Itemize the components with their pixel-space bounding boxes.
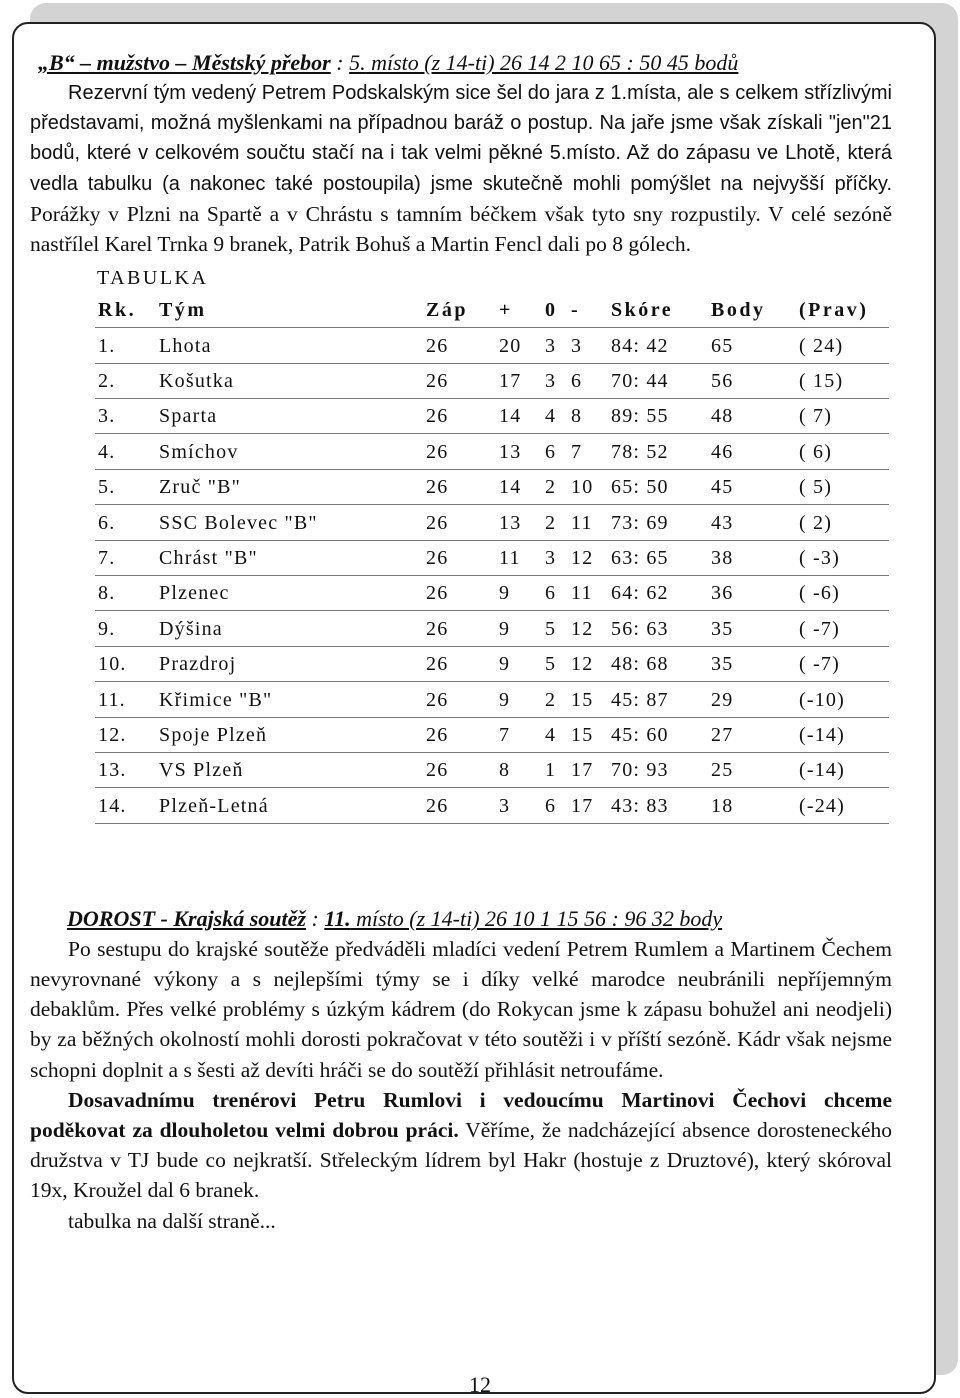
section-dorost-para2-rest: Věříme, že nadcházející absence dorosteneckého družstva v TJ bude co nejkratší. Střeleckým lídrem byl Hakr (hostuje z Druztové), který skóroval 19x, Kroužel dal 6 branek. [30,1117,892,1203]
cell-truth: (-10) [796,682,889,717]
table-row [95,717,889,752]
cell-draws: 1 [542,752,568,787]
cell-team: Křimice "B" [156,682,423,717]
table-header-row [95,293,889,328]
table-row [95,328,889,363]
cell-points: 65 [708,328,796,363]
section-b-para2: Porážky v Plzni na Spartě a v Chrástu s tamním béčkem však tyto sny rozpustily. V celé sezóně nastřílel Karel Trnka 9 branek, Patrik Bohuš a Martin Fencl dali po 8 gólech. [30,201,892,257]
section-dorost-para1: Po sestupu do krajské soutěže předváděli mladíci vedení Petrem Rumlem a Martinem Čechem nevyrovnané výkony a s nejlepšími týmy se i díky velké marodce neubránili nepříjemným debaklům. Přes velké problémy s úzkým kádrem (do Rokycan jsme k zápasu bohužel ani neodjeli) by za běžných okolností mohli dorosti pokračovat v této soutěži i v příští sezóně. Kádr však nejsme schopni doplnit a s šesti až devíti hráči se do soutěží přihlásit netroufáme. [30,936,892,1082]
cell-score: 63: 65 [608,540,708,575]
table-row [95,682,889,717]
cell-points: 48 [708,399,796,434]
cell-wins: 7 [496,717,542,752]
header-points: Body [708,293,796,328]
table-row [95,611,889,646]
cell-team: Košutka [156,363,423,398]
cell-losses: 15 [568,717,608,752]
cell-rank: 13. [95,752,156,787]
cell-points: 46 [708,434,796,469]
section-b-title [30,48,892,78]
cell-played: 26 [423,540,496,575]
section-dorost-title-rest: místo (z 14-ti) 26 10 1 15 56 : 96 32 body [350,905,723,931]
cell-played: 26 [423,646,496,681]
cell-draws: 4 [542,717,568,752]
cell-draws: 2 [542,505,568,540]
section-dorost-title-sep: : [305,905,325,931]
cell-played: 26 [423,717,496,752]
cell-wins: 13 [496,505,542,540]
table-row [95,505,889,540]
cell-rank: 9. [95,611,156,646]
cell-played: 26 [423,505,496,540]
cell-score: 43: 83 [608,788,708,823]
cell-losses: 12 [568,540,608,575]
cell-wins: 9 [496,646,542,681]
cell-draws: 6 [542,575,568,610]
cell-points: 35 [708,646,796,681]
cell-score: 73: 69 [608,505,708,540]
table-body [95,328,889,823]
cell-points: 36 [708,575,796,610]
cell-team: Dýšina [156,611,423,646]
header-losses: - [568,293,608,328]
cell-wins: 11 [496,540,542,575]
cell-draws: 5 [542,646,568,681]
cell-played: 26 [423,328,496,363]
table-label: TABULKA [97,267,209,290]
cell-team: Chrást "B" [156,540,423,575]
cell-wins: 9 [496,575,542,610]
cell-team: SSC Bolevec "B" [156,505,423,540]
cell-score: 65: 50 [608,469,708,504]
cell-wins: 20 [496,328,542,363]
table-row [95,646,889,681]
cell-score: 84: 42 [608,328,708,363]
cell-rank: 4. [95,434,156,469]
table-row [95,575,889,610]
cell-truth: ( -3) [796,540,889,575]
header-wins: + [496,293,542,328]
cell-losses: 17 [568,752,608,787]
cell-truth: ( -6) [796,575,889,610]
cell-team: Lhota [156,328,423,363]
cell-truth: ( 5) [796,469,889,504]
cell-losses: 3 [568,328,608,363]
cell-played: 26 [423,682,496,717]
cell-truth: ( 7) [796,399,889,434]
cell-points: 35 [708,611,796,646]
header-rank: Rk. [95,293,156,328]
cell-losses: 8 [568,399,608,434]
table-row [95,788,889,823]
section-b-title-rest: místo (z 14-ti) 26 14 2 10 65 : 50 45 bodů [365,50,739,75]
cell-points: 56 [708,363,796,398]
cell-played: 26 [423,434,496,469]
cell-truth: ( -7) [796,611,889,646]
cell-score: 78: 52 [608,434,708,469]
cell-score: 48: 68 [608,646,708,681]
cell-score: 70: 44 [608,363,708,398]
cell-played: 26 [423,788,496,823]
cell-draws: 6 [542,788,568,823]
cell-wins: 13 [496,434,542,469]
header-draws: 0 [542,293,568,328]
cell-rank: 1. [95,328,156,363]
cell-losses: 7 [568,434,608,469]
cell-points: 25 [708,752,796,787]
cell-losses: 12 [568,646,608,681]
page-content [30,48,892,1236]
cell-points: 29 [708,682,796,717]
section-dorost-para2 [30,1085,892,1206]
cell-team: Spoje Plzeň [156,717,423,752]
cell-score: 70: 93 [608,752,708,787]
cell-losses: 17 [568,788,608,823]
cell-team: Plzeň-Letná [156,788,423,823]
cell-team: Smíchov [156,434,423,469]
cell-rank: 8. [95,575,156,610]
page-number: 12 [469,1372,491,1397]
section-dorost-para2-bold: Dosavadnímu trenérovi Petru Rumlovi i vedoucímu Martinovi Čechovi chceme poděkovat za dlouholetou velmi dobrou práci. [30,1087,892,1142]
header-score: Skóre [608,293,708,328]
cell-truth: ( 2) [796,505,889,540]
table-row [95,469,889,504]
table-row [95,752,889,787]
cell-truth: (-14) [796,752,889,787]
table-row [95,540,889,575]
section-dorost-para3: tabulka na další straně... [68,1208,276,1233]
cell-draws: 3 [542,540,568,575]
cell-wins: 3 [496,788,542,823]
cell-played: 26 [423,363,496,398]
cell-wins: 17 [496,363,542,398]
standings-table [95,293,889,823]
cell-rank: 5. [95,469,156,504]
cell-wins: 9 [496,682,542,717]
cell-score: 45: 87 [608,682,708,717]
table-row [95,399,889,434]
header-team: Tým [156,293,423,328]
cell-losses: 11 [568,505,608,540]
cell-points: 38 [708,540,796,575]
cell-truth: ( -7) [796,646,889,681]
header-played: Záp [423,293,496,328]
cell-rank: 7. [95,540,156,575]
section-b-text [30,78,892,259]
section-dorost-title-place: 11. [324,905,351,931]
section-b-title-bold: „B“ – mužstvo – Městský přebor [38,50,331,75]
section-dorost-title [30,904,892,934]
cell-rank: 6. [95,505,156,540]
cell-rank: 3. [95,399,156,434]
table-row [95,434,889,469]
cell-team: Sparta [156,399,423,434]
cell-wins: 14 [496,399,542,434]
cell-team: Plzenec [156,575,423,610]
table-row [95,363,889,398]
cell-score: 64: 62 [608,575,708,610]
cell-rank: 12. [95,717,156,752]
cell-truth: (-14) [796,717,889,752]
cell-truth: ( 15) [796,363,889,398]
cell-played: 26 [423,575,496,610]
cell-score: 89: 55 [608,399,708,434]
cell-draws: 2 [542,469,568,504]
cell-losses: 11 [568,575,608,610]
cell-points: 45 [708,469,796,504]
cell-played: 26 [423,399,496,434]
cell-truth: ( 24) [796,328,889,363]
cell-points: 43 [708,505,796,540]
cell-played: 26 [423,752,496,787]
cell-draws: 6 [542,434,568,469]
section-b-para1: Rezervní tým vedený Petrem Podskalským sice šel do jara z 1.místa, ale s celkem střízlivými představami, možná myšlenkami na případnou baráž o postup. Na jaře jsme však získali "jen"21 bodů, které v celkovém součtu stačí na i tak velmi pěkné 5.místo. Až do zápasu ve Lhotě, která vedla tabulku (a nakonec také postoupila) jsme skutečně mohli pomýšlet na nejvyšší příčky. [30,82,892,195]
cell-wins: 8 [496,752,542,787]
cell-team: Zruč "B" [156,469,423,504]
cell-rank: 2. [95,363,156,398]
header-truth: (Prav) [796,293,889,328]
cell-played: 26 [423,469,496,504]
cell-points: 27 [708,717,796,752]
cell-losses: 12 [568,611,608,646]
cell-team: Prazdroj [156,646,423,681]
section-dorost-title-bold: DOROST - Krajská soutěž [67,905,306,931]
section-b-title-place: 5. [349,50,366,75]
cell-draws: 3 [542,328,568,363]
cell-points: 18 [708,788,796,823]
cell-losses: 10 [568,469,608,504]
cell-team: VS Plzeň [156,752,423,787]
cell-score: 45: 60 [608,717,708,752]
section-b-title-sep: : [330,50,350,75]
cell-rank: 11. [95,682,156,717]
cell-losses: 6 [568,363,608,398]
cell-wins: 9 [496,611,542,646]
cell-draws: 2 [542,682,568,717]
cell-rank: 10. [95,646,156,681]
cell-played: 26 [423,611,496,646]
cell-rank: 14. [95,788,156,823]
cell-score: 56: 63 [608,611,708,646]
cell-truth: (-24) [796,788,889,823]
section-dorost-text [30,934,892,1236]
cell-draws: 4 [542,399,568,434]
cell-draws: 3 [542,363,568,398]
cell-draws: 5 [542,611,568,646]
cell-losses: 15 [568,682,608,717]
cell-wins: 14 [496,469,542,504]
cell-truth: ( 6) [796,434,889,469]
